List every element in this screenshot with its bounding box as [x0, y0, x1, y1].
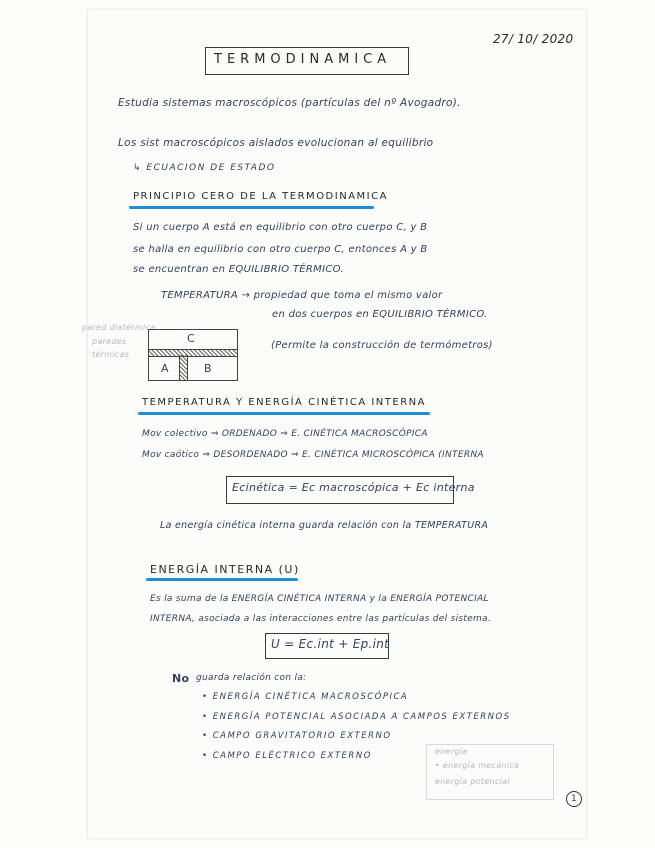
intro-line-3: ↳ ECUACION DE ESTADO — [133, 163, 276, 173]
kinetic-energy-formula: Ecinética = Ec macroscópica + Ec interna — [232, 481, 475, 494]
internal-energy-formula: U = Ec.int + Ep.int — [271, 637, 390, 651]
date: 27/ 10/ 2020 — [493, 32, 574, 46]
faint-bleedthrough-box — [426, 744, 554, 800]
principio-line-1: Si un cuerpo A está en equilibrio con otro cuerpo C, y B — [133, 222, 428, 233]
energia-interna-line-1: Es la suma de la ENERGÍA CINÉTICA INTERNA y la ENERGÍA POTENCIAL — [150, 594, 489, 604]
no-label: No — [172, 672, 190, 685]
diatermic-wall — [149, 349, 237, 357]
list-item: • ENERGÍA POTENCIAL ASOCIADA A CAMPOS EXTERNOS — [202, 712, 511, 722]
no-relation-text: guarda relación con la: — [196, 673, 307, 683]
body-a-label: A — [161, 362, 169, 375]
list-item: • CAMPO GRAVITATORIO EXTERNO — [202, 731, 392, 741]
diagram-side-label-1: pared diatérmica — [82, 323, 156, 332]
temperatura-line-2: en dos cuerpos en EQUILIBRIO TÉRMICO. — [272, 309, 488, 320]
thermometer-note: (Permite la construcción de termómetros) — [271, 340, 493, 351]
list-item: • CAMPO ELÉCTRICO EXTERNO — [202, 751, 372, 761]
energia-cinetica-line-3: La energía cinética interna guarda relación con la TEMPERATURA — [160, 520, 489, 531]
body-c-label: C — [187, 332, 195, 345]
faint-text: energía — [435, 747, 468, 756]
adiabatic-wall — [179, 355, 188, 380]
energia-interna-line-2: INTERNA, asociada a las interacciones entre las partículas del sistema. — [150, 614, 492, 624]
page-number: 1 — [566, 791, 582, 807]
principio-line-2: se halla en equilibrio con otro cuerpo C, entonces A y B — [133, 244, 428, 255]
heading-underline — [138, 412, 430, 415]
equilibrium-diagram — [148, 329, 238, 381]
diagram-side-label-2: paredes — [92, 337, 127, 346]
principio-cero-heading: PRINCIPIO CERO DE LA TERMODINAMICA — [133, 191, 388, 202]
temperatura-line-1: TEMPERATURA → propiedad que toma el mismo valor — [161, 290, 443, 301]
intro-line-2: Los sist macroscópicos aislados evolucionan al equilibrio — [118, 137, 434, 149]
faint-text: energía potencial — [435, 777, 510, 786]
page-title: TERMODINAMICA — [214, 52, 392, 67]
diagram-side-label-3: térmicas — [92, 350, 130, 359]
body-b-label: B — [204, 362, 212, 375]
heading-underline — [129, 206, 374, 209]
intro-line-1: Estudia sistemas macroscópicos (partículas del nº Avogadro). — [118, 97, 461, 109]
principio-line-3: se encuentran en EQUILIBRIO TÉRMICO. — [133, 264, 344, 275]
energia-cinetica-line-2: Mov caótico ⇒ DESORDENADO ⇒ E. CINÉTICA MICROSCÓPICA (INTERNA — [142, 450, 484, 460]
energia-interna-heading: ENERGÍA INTERNA (U) — [150, 563, 300, 576]
faint-text: • energía mecánica — [435, 761, 520, 770]
heading-underline — [146, 578, 298, 581]
list-item: • ENERGÍA CINÉTICA MACROSCÓPICA — [202, 692, 409, 702]
energia-cinetica-line-1: Mov colectivo ⇒ ORDENADO ⇒ E. CINÉTICA MACROSCÓPICA — [142, 429, 428, 439]
energia-cinetica-heading: TEMPERATURA Y ENERGÍA CINÉTICA INTERNA — [142, 397, 426, 408]
